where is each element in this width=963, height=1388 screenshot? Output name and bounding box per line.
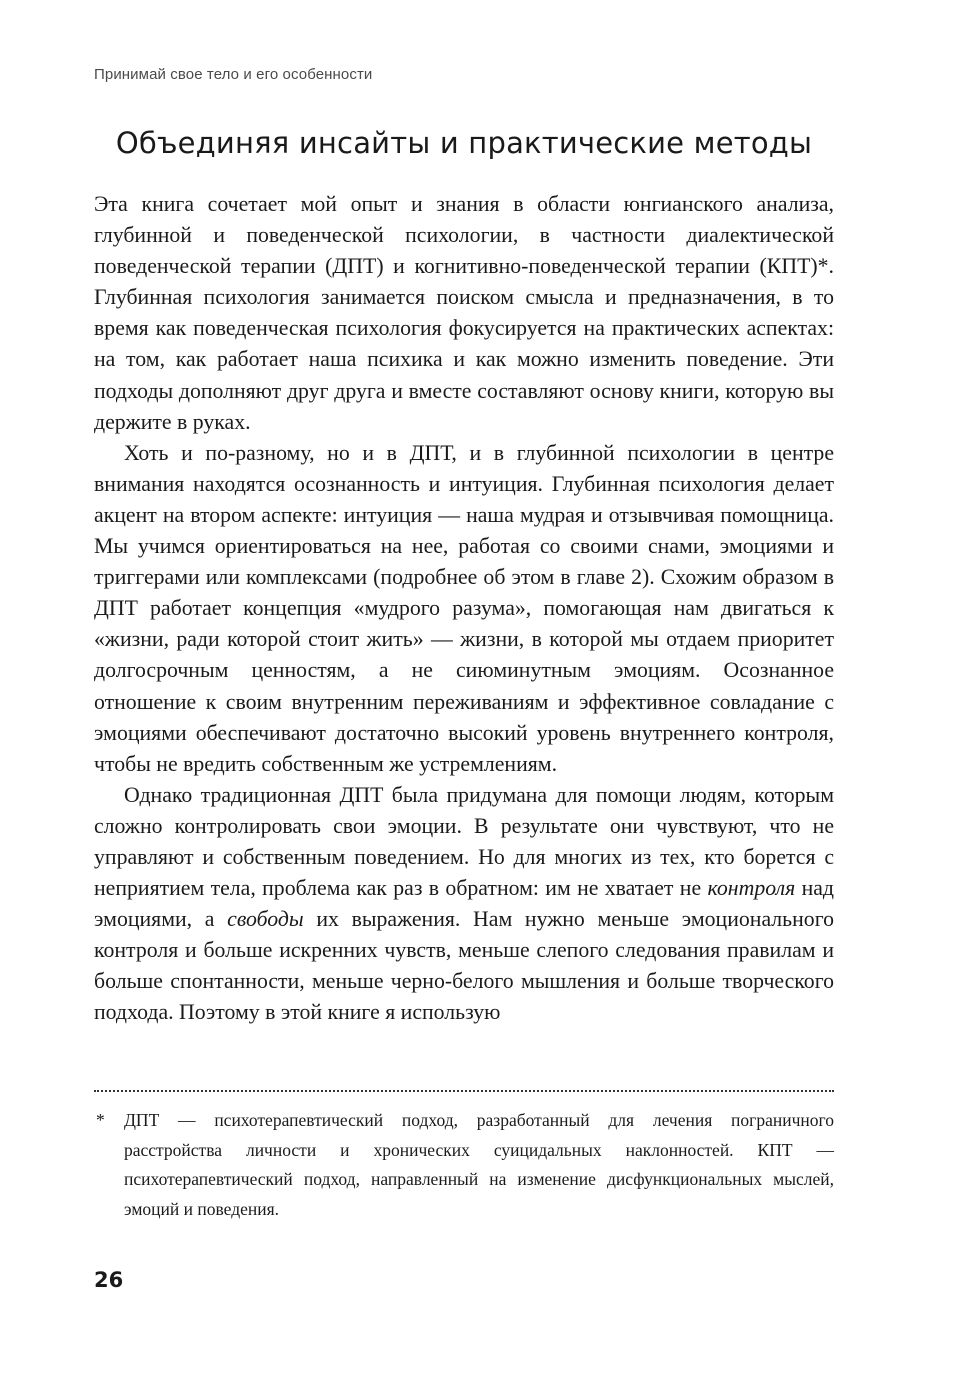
emphasis-freedom: свободы — [227, 907, 304, 932]
paragraph-1: Эта книга сочетает мой опыт и знания в области юнгианского анализа, глубинной и поведенческой психологии, в частности диалектической поведенческой терапии (ДПТ) и когнитивно-поведенческой терапии (КПТ)*. Глубинная психология занимается поиском смысла и предназначения, в то время как поведенческая психология фокусируется на практических аспектах: на том, как работает наша психика и как можно изменить поведение. Эти подходы дополняют друг друга и вместе составляют основу книги, которую вы держите в руках. — [94, 192, 834, 434]
running-head: Принимай свое тело и его особенности — [94, 66, 373, 83]
footnote-mark: * — [96, 1110, 105, 1130]
footnote-text: ДПТ — психотерапевтический подход, разработанный для лечения пограничного расстройства личности и хронических суицидальных наклонностей. КПТ — психотерапевтический подход, направленный на изменение дисфункциональных мыслей, эмоций и поведения. — [124, 1110, 834, 1219]
emphasis-control: контроля — [707, 876, 796, 901]
body-text — [94, 189, 834, 1029]
chapter-title: Объединяя инсайты и практические методы — [115, 126, 813, 160]
paragraph-3 — [94, 780, 834, 1029]
paragraph-3-text-c: их выражения. Нам нужно меньше эмоционального контроля и больше искренних чувств, меньше слепого следования правилам и больше спонтанности, меньше черно-белого мышления и больше творческого подхода. Поэтому в этой книге я использую — [94, 907, 834, 1025]
paragraph-3-text-b: над эмоциями, а — [94, 876, 834, 932]
paragraph-2: Хоть и по-разному, но и в ДПТ, и в глубинной психологии в центре внимания находятся осознанность и интуиция. Глубинная психология делает акцент на втором аспекте: интуиция — наша мудрая и отзывчивая помощница. Мы учимся ориентироваться на нее, работая со своими снами, эмоциями и триггерами или комплексами (подробнее об этом в главе 2). Схожим образом в ДПТ работает концепция «мудрого разума», помогающая нам двигаться к «жизни, ради которой стоит жить» — жизни, в которой мы отдаем приоритет долгосрочным ценностям, а не сиюминутным эмоциям. Осознанное отношение к своим внутренним переживаниям и эффективное совладание с эмоциями обеспечивают достаточно высокий уровень внутреннего контроля, чтобы не вредить собственным же устремлениям. — [94, 440, 834, 776]
paragraph-3-text-a: Однако традиционная ДПТ была придумана для помощи людям, которым сложно контролировать свои эмоции. В результате они чувствуют, что не управляют и собственным поведением. Но для многих из тех, кто борется с неприятием тела, проблема как раз в обратном: им не хватает не — [94, 782, 834, 901]
page-number: 26 — [94, 1268, 124, 1292]
footnote — [94, 1106, 834, 1224]
footnote-divider — [94, 1090, 834, 1092]
